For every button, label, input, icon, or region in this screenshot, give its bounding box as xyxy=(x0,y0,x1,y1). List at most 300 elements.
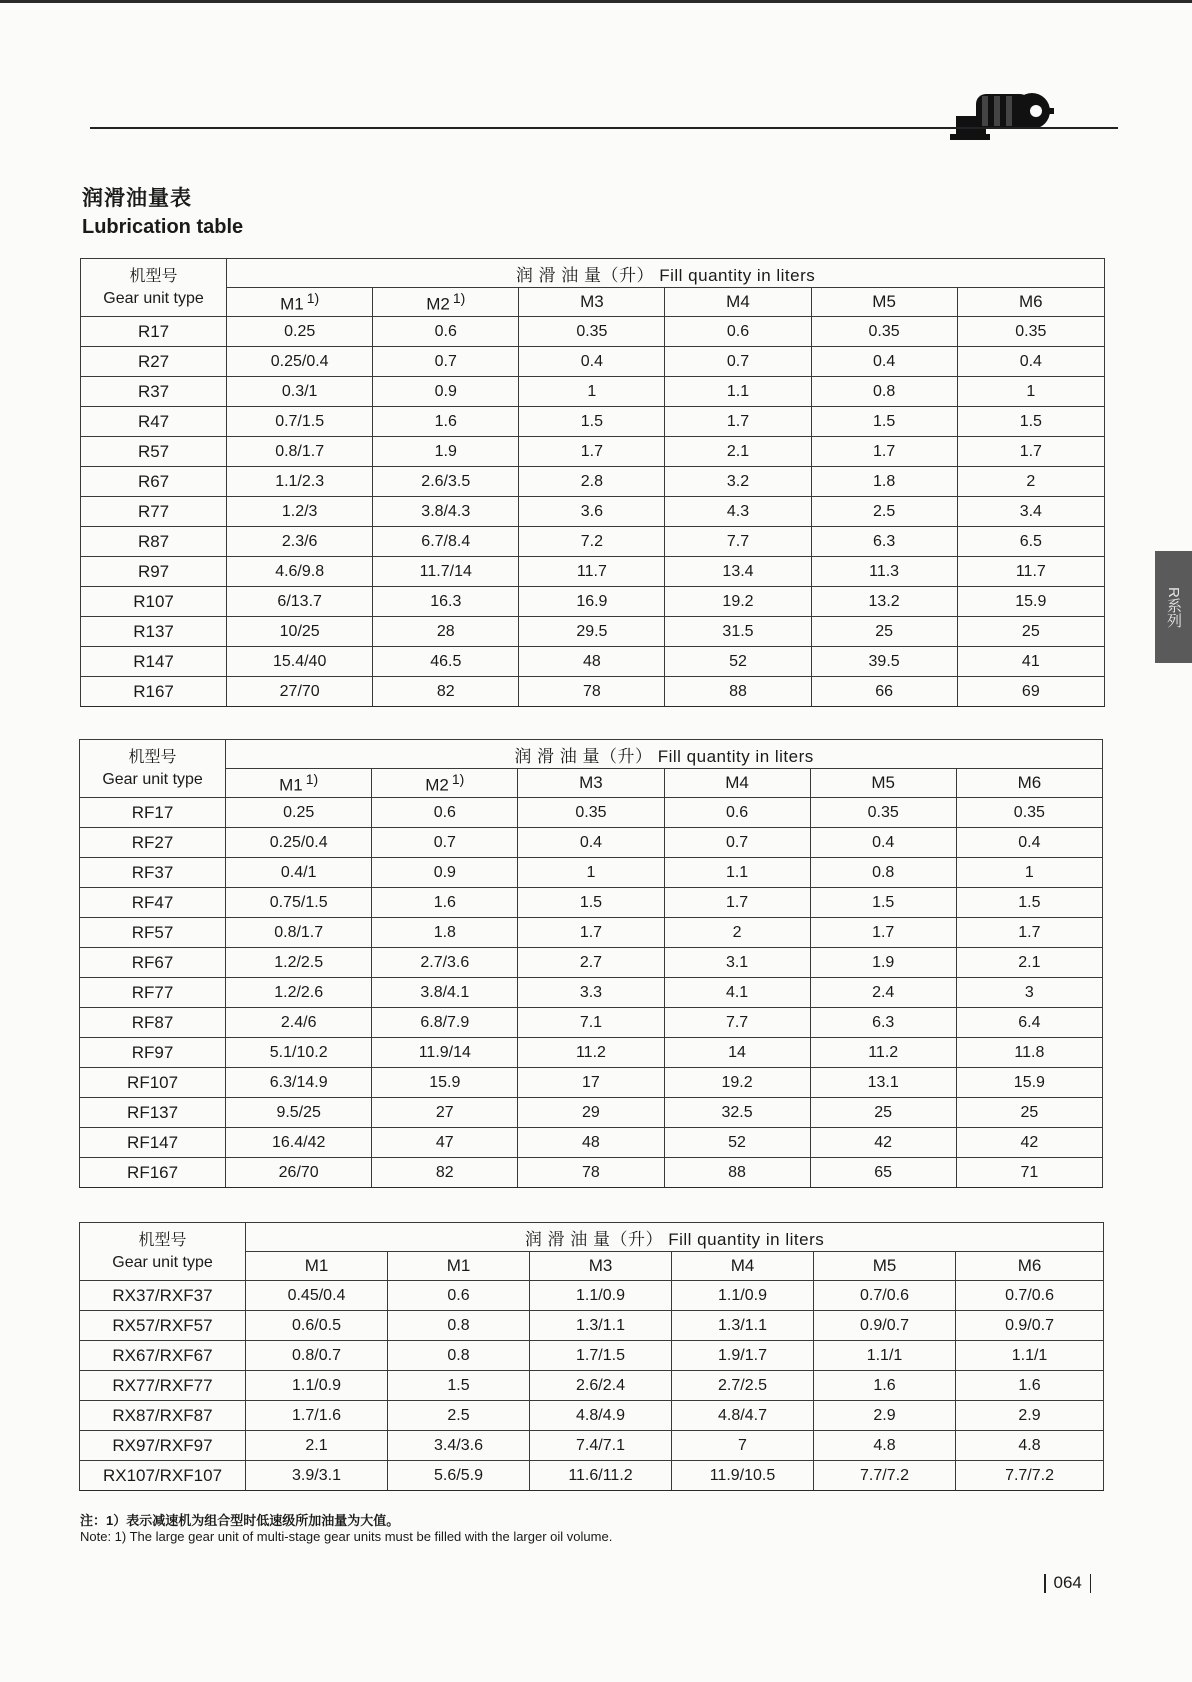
section-tab: R系列 xyxy=(1155,551,1192,663)
fill-quantity-cell: 1.5 xyxy=(810,888,956,918)
table-row xyxy=(81,347,1105,377)
fill-quantity-cell: 1.5 xyxy=(956,888,1102,918)
fill-quantity-cell: 29 xyxy=(518,1098,664,1128)
fill-quantity-cell: 7.1 xyxy=(518,1008,664,1038)
fill-quantity-cell: 1.7 xyxy=(518,918,664,948)
fill-quantity-cell: 0.4 xyxy=(956,828,1102,858)
fill-quantity-cell: 4.3 xyxy=(665,497,811,527)
fill-quantity-cell: 11.2 xyxy=(518,1038,664,1068)
fill-quantity-cell: 1.6 xyxy=(373,407,519,437)
fill-quantity-cell: 1.1/0.9 xyxy=(246,1371,388,1401)
mounting-position-header xyxy=(388,1252,530,1281)
table-row xyxy=(80,1128,1103,1158)
fill-quantity-cell: 0.4 xyxy=(810,828,956,858)
fill-quantity-cell: 6.5 xyxy=(957,527,1104,557)
title-chinese: 润滑油量表 xyxy=(82,187,192,210)
fill-quantity-cell: 5.1/10.2 xyxy=(226,1038,372,1068)
fill-quantity-cell: 16.9 xyxy=(519,587,665,617)
fill-quantity-cell: 3.1 xyxy=(664,948,810,978)
fill-quantity-cell: 1.2/3 xyxy=(227,497,373,527)
mounting-position-label: M6 xyxy=(1019,292,1043,311)
fill-quantity-cell: 0.4/1 xyxy=(226,858,372,888)
mounting-position-label: M2 xyxy=(426,294,450,314)
fill-quantity-cell: 2.9 xyxy=(814,1401,956,1431)
fill-quantity-cell: 1.7/1.6 xyxy=(246,1401,388,1431)
table-row xyxy=(81,437,1105,467)
fill-quantity-cell: 0.4 xyxy=(957,347,1104,377)
mounting-position-header xyxy=(246,1252,388,1281)
fill-quantity-cell: 32.5 xyxy=(664,1098,810,1128)
fill-quantity-cell: 15.9 xyxy=(956,1068,1102,1098)
mounting-position-header xyxy=(519,288,665,317)
fill-quantity-cell: 15.9 xyxy=(957,587,1104,617)
fill-quantity-cell: 71 xyxy=(956,1158,1102,1188)
fill-quantity-cell: 0.6/0.5 xyxy=(246,1311,388,1341)
fill-quantity-cell: 27 xyxy=(372,1098,518,1128)
fill-quantity-cell: 0.8/1.7 xyxy=(227,437,373,467)
fill-quantity-cell: 0.4 xyxy=(518,828,664,858)
fill-quantity-cell: 14 xyxy=(664,1038,810,1068)
fill-quantity-cell: 1.5 xyxy=(957,407,1104,437)
table-row xyxy=(81,527,1105,557)
fill-quantity-cell: 4.8 xyxy=(814,1431,956,1461)
table-row xyxy=(80,1281,1104,1311)
fill-quantity-cell: 1.7 xyxy=(956,918,1102,948)
footnote-marker: 1) xyxy=(452,289,466,306)
fill-quantity-cell: 1.1/1 xyxy=(814,1341,956,1371)
fill-quantity-cell: 1.7 xyxy=(519,437,665,467)
mounting-position-header xyxy=(810,769,956,798)
gear-unit-type-header xyxy=(80,740,226,798)
mounting-position-label: M6 xyxy=(1017,773,1042,792)
fill-quantity-cell: 0.8 xyxy=(388,1311,530,1341)
fill-quantity-cell: 15.9 xyxy=(372,1068,518,1098)
fill-quantity-cell: 1 xyxy=(518,858,664,888)
mounting-position-label: M4 xyxy=(730,1256,755,1275)
table-row xyxy=(81,647,1105,677)
footnote-marker: 1) xyxy=(451,770,465,787)
table-row xyxy=(81,677,1105,707)
fill-quantity-cell: 25 xyxy=(810,1098,956,1128)
gear-unit-type-cell: R97 xyxy=(81,557,227,587)
fill-quantity-cell: 6.8/7.9 xyxy=(372,1008,518,1038)
fill-quantity-cell: 7.4/7.1 xyxy=(530,1431,672,1461)
type-header-cn: 机型号 xyxy=(128,748,177,766)
type-header-en: Gear unit type xyxy=(103,289,204,307)
footnote-chinese: 注：1）表示减速机为组合型时低速级所加油量为大值。 xyxy=(80,1513,400,1528)
gear-unit-type-cell: RF67 xyxy=(80,948,226,978)
gear-unit-type-cell: RX67/RXF67 xyxy=(80,1341,246,1371)
gear-unit-type-header xyxy=(81,259,227,317)
fill-quantity-cell: 13.2 xyxy=(811,587,957,617)
gear-unit-type-cell: RF47 xyxy=(80,888,226,918)
fill-quantity-cell: 66 xyxy=(811,677,957,707)
fill-quantity-cell: 4.8 xyxy=(956,1431,1104,1461)
fill-quantity-cell: 39.5 xyxy=(811,647,957,677)
fill-quantity-cell: 1.1 xyxy=(664,858,810,888)
fill-quantity-cell: 6.3/14.9 xyxy=(226,1068,372,1098)
fill-quantity-cell: 19.2 xyxy=(665,587,811,617)
fill-quantity-cell: 2.5 xyxy=(388,1401,530,1431)
mounting-position-header xyxy=(665,288,811,317)
fill-quantity-cell: 0.35 xyxy=(956,798,1102,828)
fill-quantity-cell: 11.2 xyxy=(810,1038,956,1068)
fill-quantity-cell: 7.7/7.2 xyxy=(814,1461,956,1491)
fill-quantity-cell: 13.4 xyxy=(665,557,811,587)
page-number-bar-left xyxy=(1044,1574,1046,1593)
gear-unit-type-cell: RF137 xyxy=(80,1098,226,1128)
table-row xyxy=(80,918,1103,948)
fill-quantity-cell: 16.4/42 xyxy=(226,1128,372,1158)
fill-quantity-cell: 2.1 xyxy=(665,437,811,467)
mounting-position-header xyxy=(811,288,957,317)
mounting-position-header xyxy=(956,769,1102,798)
fill-quantity-cell: 0.7/0.6 xyxy=(956,1281,1104,1311)
type-header-cn: 机型号 xyxy=(138,1231,187,1249)
gear-unit-type-cell: RF87 xyxy=(80,1008,226,1038)
fill-quantity-cell: 65 xyxy=(810,1158,956,1188)
fill-quantity-cell: 0.6 xyxy=(373,317,519,347)
table-row xyxy=(80,798,1103,828)
gear-unit-type-cell: RX37/RXF37 xyxy=(80,1281,246,1311)
table-row xyxy=(81,317,1105,347)
fill-quantity-cell: 11.7/14 xyxy=(373,557,519,587)
mounting-position-label: M3 xyxy=(588,1256,613,1275)
fill-quantity-cell: 0.25 xyxy=(226,798,372,828)
fill-quantity-cell: 52 xyxy=(665,647,811,677)
fill-quantity-cell: 82 xyxy=(373,677,519,707)
table-row xyxy=(81,587,1105,617)
fill-quantity-cell: 11.3 xyxy=(811,557,957,587)
fill-quantity-cell: 0.35 xyxy=(811,317,957,347)
page-number xyxy=(1036,1573,1099,1593)
fill-quantity-header: 润 滑 油 量（升） Fill quantity in liters xyxy=(227,259,1105,288)
page-edge xyxy=(0,0,1192,3)
table-row xyxy=(81,407,1105,437)
fill-quantity-cell: 0.6 xyxy=(665,317,811,347)
fill-quantity-cell: 0.35 xyxy=(957,317,1104,347)
mounting-position-label: M4 xyxy=(726,292,750,311)
fill-quantity-cell: 7.7 xyxy=(665,527,811,557)
gear-unit-type-cell: R77 xyxy=(81,497,227,527)
fill-quantity-cell: 2.6/3.5 xyxy=(373,467,519,497)
fill-quantity-cell: 1.5 xyxy=(519,407,665,437)
gear-unit-type-cell: RF37 xyxy=(80,858,226,888)
fill-quantity-cell: 82 xyxy=(372,1158,518,1188)
type-header-en: Gear unit type xyxy=(112,1253,213,1271)
fill-quantity-cell: 1.9/1.7 xyxy=(672,1341,814,1371)
fill-quantity-cell: 0.7/0.6 xyxy=(814,1281,956,1311)
mounting-position-header xyxy=(373,288,519,317)
mounting-position-label: M1 xyxy=(279,775,303,795)
fill-quantity-cell: 26/70 xyxy=(226,1158,372,1188)
fill-quantity-cell: 1.1 xyxy=(665,377,811,407)
gear-unit-type-cell: RF17 xyxy=(80,798,226,828)
fill-quantity-cell: 3.8/4.1 xyxy=(372,978,518,1008)
fill-quantity-cell: 9.5/25 xyxy=(226,1098,372,1128)
mounting-position-header xyxy=(372,769,518,798)
fill-quantity-cell: 2.7/3.6 xyxy=(372,948,518,978)
fill-quantity-cell: 4.1 xyxy=(664,978,810,1008)
lubrication-table-r xyxy=(80,258,1105,707)
gear-motor-icon xyxy=(948,86,1056,144)
fill-quantity-cell: 0.8 xyxy=(811,377,957,407)
fill-quantity-cell: 1.8 xyxy=(811,467,957,497)
fill-quantity-cell: 0.25/0.4 xyxy=(227,347,373,377)
fill-quantity-cell: 17 xyxy=(518,1068,664,1098)
fill-quantity-cell: 7 xyxy=(672,1431,814,1461)
fill-quantity-cell: 11.9/10.5 xyxy=(672,1461,814,1491)
page-number-value: 064 xyxy=(1053,1573,1082,1592)
fill-quantity-cell: 11.8 xyxy=(956,1038,1102,1068)
fill-quantity-cell: 7.7 xyxy=(664,1008,810,1038)
fill-quantity-cell: 0.35 xyxy=(519,317,665,347)
table-row xyxy=(81,617,1105,647)
fill-quantity-cell: 0.6 xyxy=(372,798,518,828)
fill-quantity-cell: 1.1/2.3 xyxy=(227,467,373,497)
mounting-position-header xyxy=(672,1252,814,1281)
fill-quantity-cell: 69 xyxy=(957,677,1104,707)
footnote-marker: 1) xyxy=(305,770,319,787)
fill-quantity-cell: 0.8/0.7 xyxy=(246,1341,388,1371)
fill-quantity-cell: 3.3 xyxy=(518,978,664,1008)
fill-quantity-cell: 2 xyxy=(664,918,810,948)
fill-quantity-cell: 1.3/1.1 xyxy=(530,1311,672,1341)
table-row xyxy=(80,1431,1104,1461)
gear-unit-type-header xyxy=(80,1223,246,1281)
gear-unit-type-cell: R67 xyxy=(81,467,227,497)
fill-quantity-cell: 2.1 xyxy=(246,1431,388,1461)
mounting-position-label: M1 xyxy=(280,294,304,314)
gear-unit-type-cell: R147 xyxy=(81,647,227,677)
fill-quantity-cell: 78 xyxy=(518,1158,664,1188)
fill-quantity-cell: 0.9 xyxy=(372,858,518,888)
fill-quantity-cell: 0.75/1.5 xyxy=(226,888,372,918)
gear-unit-type-cell: R87 xyxy=(81,527,227,557)
gear-unit-type-cell: R47 xyxy=(81,407,227,437)
title-english: Lubrication table xyxy=(82,216,244,238)
fill-quantity-cell: 48 xyxy=(518,1128,664,1158)
gear-unit-type-cell: RX87/RXF87 xyxy=(80,1401,246,1431)
gear-unit-type-cell: R167 xyxy=(81,677,227,707)
fill-quantity-cell: 1 xyxy=(957,377,1104,407)
table-row xyxy=(80,1371,1104,1401)
fill-quantity-cell: 0.7/1.5 xyxy=(227,407,373,437)
fill-quantity-cell: 2.8 xyxy=(519,467,665,497)
fill-quantity-cell: 6.3 xyxy=(811,527,957,557)
fill-quantity-cell: 3.6 xyxy=(519,497,665,527)
fill-quantity-cell: 0.7 xyxy=(665,347,811,377)
fill-quantity-cell: 0.9/0.7 xyxy=(814,1311,956,1341)
fill-quantity-cell: 1.6 xyxy=(372,888,518,918)
gear-unit-type-cell: R137 xyxy=(81,617,227,647)
fill-quantity-cell: 11.7 xyxy=(957,557,1104,587)
mounting-position-header xyxy=(957,288,1104,317)
fill-quantity-cell: 6/13.7 xyxy=(227,587,373,617)
fill-quantity-cell: 88 xyxy=(664,1158,810,1188)
fill-quantity-cell: 1 xyxy=(956,858,1102,888)
fill-quantity-cell: 31.5 xyxy=(665,617,811,647)
mounting-position-label: M5 xyxy=(872,1256,897,1275)
mounting-position-header xyxy=(518,769,664,798)
fill-quantity-cell: 2.7/2.5 xyxy=(672,1371,814,1401)
table-row xyxy=(80,1038,1103,1068)
fill-quantity-cell: 2.4 xyxy=(810,978,956,1008)
table-row xyxy=(80,828,1103,858)
fill-quantity-cell: 11.9/14 xyxy=(372,1038,518,1068)
fill-quantity-cell: 11.7 xyxy=(519,557,665,587)
table-row xyxy=(80,1311,1104,1341)
table-row xyxy=(80,888,1103,918)
mounting-position-header xyxy=(226,769,372,798)
fill-quantity-cell: 27/70 xyxy=(227,677,373,707)
fill-quantity-cell: 6.3 xyxy=(810,1008,956,1038)
mounting-position-label: M1 xyxy=(446,1256,471,1275)
fill-quantity-cell: 1.7 xyxy=(664,888,810,918)
fill-quantity-cell: 0.7 xyxy=(373,347,519,377)
fill-quantity-cell: 5.6/5.9 xyxy=(388,1461,530,1491)
fill-quantity-cell: 1 xyxy=(519,377,665,407)
page-number-bar-right xyxy=(1090,1574,1092,1593)
fill-quantity-cell: 19.2 xyxy=(664,1068,810,1098)
fill-quantity-cell: 41 xyxy=(957,647,1104,677)
fill-quantity-cell: 0.3/1 xyxy=(227,377,373,407)
fill-quantity-cell: 1.9 xyxy=(373,437,519,467)
fill-quantity-cell: 1.7/1.5 xyxy=(530,1341,672,1371)
fill-quantity-cell: 16.3 xyxy=(373,587,519,617)
fill-quantity-cell: 10/25 xyxy=(227,617,373,647)
fill-quantity-cell: 0.4 xyxy=(519,347,665,377)
mounting-position-header xyxy=(956,1252,1104,1281)
mounting-position-header xyxy=(664,769,810,798)
fill-quantity-cell: 2.1 xyxy=(956,948,1102,978)
fill-quantity-cell: 3.8/4.3 xyxy=(373,497,519,527)
fill-quantity-cell: 1.7 xyxy=(665,407,811,437)
fill-quantity-cell: 6.4 xyxy=(956,1008,1102,1038)
fill-quantity-cell: 48 xyxy=(519,647,665,677)
fill-quantity-cell: 0.25 xyxy=(227,317,373,347)
gear-unit-type-cell: RX57/RXF57 xyxy=(80,1311,246,1341)
gear-unit-type-cell: RF107 xyxy=(80,1068,226,1098)
fill-quantity-cell: 4.6/9.8 xyxy=(227,557,373,587)
fill-quantity-cell: 4.8/4.9 xyxy=(530,1401,672,1431)
fill-quantity-cell: 1.1/1 xyxy=(956,1341,1104,1371)
fill-quantity-cell: 2.4/6 xyxy=(226,1008,372,1038)
fill-quantity-cell: 3.4 xyxy=(957,497,1104,527)
table-row xyxy=(81,557,1105,587)
fill-quantity-cell: 13.1 xyxy=(810,1068,956,1098)
fill-quantity-cell: 29.5 xyxy=(519,617,665,647)
table-row xyxy=(80,978,1103,1008)
gear-unit-type-cell: RF77 xyxy=(80,978,226,1008)
lubrication-table-rx xyxy=(79,1222,1104,1491)
gear-unit-type-cell: RF147 xyxy=(80,1128,226,1158)
fill-quantity-header: 润 滑 油 量（升） Fill quantity in liters xyxy=(226,740,1103,769)
fill-quantity-cell: 7.2 xyxy=(519,527,665,557)
fill-quantity-cell: 2.9 xyxy=(956,1401,1104,1431)
fill-quantity-cell: 3.2 xyxy=(665,467,811,497)
mounting-position-label: M2 xyxy=(425,775,449,795)
fill-quantity-cell: 1.8 xyxy=(372,918,518,948)
fill-quantity-cell: 0.45/0.4 xyxy=(246,1281,388,1311)
mounting-position-label: M3 xyxy=(580,292,604,311)
fill-quantity-cell: 1.2/2.5 xyxy=(226,948,372,978)
fill-quantity-cell: 0.8 xyxy=(810,858,956,888)
fill-quantity-cell: 1.3/1.1 xyxy=(672,1311,814,1341)
fill-quantity-cell: 52 xyxy=(664,1128,810,1158)
fill-quantity-cell: 4.8/4.7 xyxy=(672,1401,814,1431)
fill-quantity-cell: 1.2/2.6 xyxy=(226,978,372,1008)
fill-quantity-cell: 1.7 xyxy=(810,918,956,948)
fill-quantity-cell: 15.4/40 xyxy=(227,647,373,677)
fill-quantity-cell: 1.5 xyxy=(518,888,664,918)
fill-quantity-cell: 3.9/3.1 xyxy=(246,1461,388,1491)
gear-unit-type-cell: RF57 xyxy=(80,918,226,948)
fill-quantity-cell: 1.5 xyxy=(388,1371,530,1401)
fill-quantity-cell: 0.7 xyxy=(664,828,810,858)
gear-unit-type-cell: RF97 xyxy=(80,1038,226,1068)
fill-quantity-cell: 46.5 xyxy=(373,647,519,677)
fill-quantity-cell: 0.9/0.7 xyxy=(956,1311,1104,1341)
fill-quantity-cell: 6.7/8.4 xyxy=(373,527,519,557)
mounting-position-label: M6 xyxy=(1017,1256,1042,1275)
fill-quantity-cell: 88 xyxy=(665,677,811,707)
mounting-position-label: M5 xyxy=(872,292,896,311)
mounting-position-label: M1 xyxy=(304,1256,329,1275)
fill-quantity-cell: 0.35 xyxy=(810,798,956,828)
fill-quantity-cell: 47 xyxy=(372,1128,518,1158)
table-row xyxy=(80,1158,1103,1188)
fill-quantity-cell: 0.4 xyxy=(811,347,957,377)
fill-quantity-cell: 0.8/1.7 xyxy=(226,918,372,948)
gear-unit-type-cell: RF27 xyxy=(80,828,226,858)
table-row xyxy=(80,1401,1104,1431)
header-rule xyxy=(90,127,1118,129)
fill-quantity-cell: 42 xyxy=(810,1128,956,1158)
table-row xyxy=(81,377,1105,407)
fill-quantity-cell: 25 xyxy=(957,617,1104,647)
fill-quantity-cell: 1.6 xyxy=(814,1371,956,1401)
fill-quantity-header: 润 滑 油 量（升） Fill quantity in liters xyxy=(246,1223,1104,1252)
footnote-marker: 1) xyxy=(306,289,320,306)
fill-quantity-cell: 3 xyxy=(956,978,1102,1008)
fill-quantity-cell: 1.1/0.9 xyxy=(672,1281,814,1311)
fill-quantity-cell: 1.5 xyxy=(811,407,957,437)
footnote-english: Note: 1) The large gear unit of multi-stage gear units must be filled with the larger oil volume. xyxy=(80,1529,613,1544)
table-row xyxy=(80,1098,1103,1128)
table-row xyxy=(80,948,1103,978)
fill-quantity-cell: 1.6 xyxy=(956,1371,1104,1401)
gear-unit-type-cell: RX107/RXF107 xyxy=(80,1461,246,1491)
fill-quantity-cell: 1.7 xyxy=(811,437,957,467)
table-row xyxy=(80,1341,1104,1371)
fill-quantity-cell: 2.3/6 xyxy=(227,527,373,557)
gear-unit-type-cell: R57 xyxy=(81,437,227,467)
table-row xyxy=(80,1461,1104,1491)
table-row xyxy=(81,467,1105,497)
fill-quantity-cell: 1.7 xyxy=(957,437,1104,467)
fill-quantity-cell: 0.6 xyxy=(388,1281,530,1311)
mounting-position-header xyxy=(814,1252,956,1281)
fill-quantity-cell: 42 xyxy=(956,1128,1102,1158)
gear-unit-type-cell: R17 xyxy=(81,317,227,347)
fill-quantity-cell: 7.7/7.2 xyxy=(956,1461,1104,1491)
mounting-position-label: M5 xyxy=(871,773,895,792)
fill-quantity-cell: 0.6 xyxy=(664,798,810,828)
fill-quantity-cell: 3.4/3.6 xyxy=(388,1431,530,1461)
type-header-cn: 机型号 xyxy=(129,267,178,285)
fill-quantity-cell: 25 xyxy=(811,617,957,647)
